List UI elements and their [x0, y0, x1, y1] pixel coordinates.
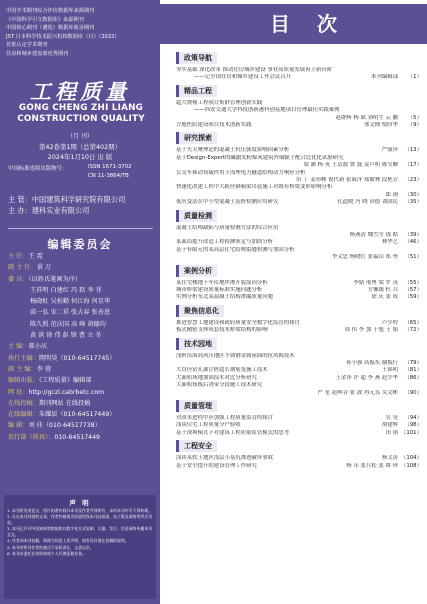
toc-entry-title: 浅析沿海高风压地区不锈钢金属屋面的抗风揭技术: [176, 352, 295, 359]
toc-entry-page: （101）: [400, 429, 422, 436]
editorial-role: 编 辑：: [8, 422, 29, 430]
toc-entry-page: （5）: [407, 114, 422, 121]
declaration-item: 6. 本刊未委托任何机构或个人代理征稿业务。: [7, 550, 86, 556]
sponsors: [8, 194, 125, 216]
editorial-name: 陈久照 范庆国 高 峰 胡德均: [30, 320, 106, 328]
toc-entry-title: 对改革进程中应加强工程质量监管的探讨: [176, 415, 274, 421]
toc-entry-authors: 杨燕清 魏雪莹 钱 皓: [349, 232, 398, 238]
toc-entry-authors: 孔道晓 冯 晓 田德 刘国民: [337, 199, 398, 206]
editorial-name: 朱耀辰（010-64517449）: [38, 411, 116, 419]
divider: [8, 228, 153, 229]
declaration-title: 声 明: [69, 499, 91, 507]
toc-entry-authors: 本刊编辑部: [371, 74, 398, 81]
toc-entry-page: （79）: [404, 360, 422, 366]
editorial-row: [8, 387, 158, 398]
editorial-name: 010-64517449: [54, 433, 100, 441]
database-item: 首批认定学术期刊: [6, 42, 48, 49]
database-item: 《中国科学引文数据库》来源期刊: [6, 16, 84, 23]
declaration-item: 5. 本刊对所刊作者的观点不承担责任，文责自负。: [7, 544, 94, 550]
toc-entry-page: （1）: [407, 74, 422, 81]
toc-entry[interactable]: [176, 280, 422, 287]
toc-section-header: 质量管理: [176, 400, 217, 412]
toc-entry[interactable]: [176, 294, 422, 301]
editorial-name: 杨晓虹 吴松勤 何江海 何星华: [30, 298, 111, 306]
editorial-name: 王 霓: [28, 253, 43, 260]
toc-entry-title: 城市桥梁建设质量标准实施问题分析: [176, 287, 263, 293]
toc-entry-title: 某住宅楼地下车库地坪渗开裂原因分析: [176, 279, 268, 286]
publication-date: 2024年1月10日 出 版: [47, 153, 113, 161]
editorial-name: 王祥明 白建红 冯 跃 李 菲: [30, 286, 102, 294]
toc-entry[interactable]: [176, 67, 422, 74]
toc-entry[interactable]: [176, 74, 422, 81]
toc-entry[interactable]: [176, 287, 422, 294]
declaration-item: 4. 作者向本刊投稿，即视为同意上述声明，如有异议请在投稿时说明。: [7, 538, 129, 544]
editorial-role: 在线投稿：: [8, 399, 39, 407]
toc-entry[interactable]: [176, 147, 422, 154]
database-item: 住房和城乡建设部优秀期刊: [6, 50, 69, 57]
toc-entry-title: [176, 177, 194, 183]
toc-entry-authors: 林华艺: [381, 239, 398, 246]
toc-entry[interactable]: [176, 184, 422, 191]
toc-section-header: 政策导航: [176, 52, 217, 64]
toc-entry[interactable]: [176, 100, 422, 107]
toc-entry-title: [176, 254, 194, 260]
toc-entry-title: 某面沿提升改造工程检测鉴定与加固分析: [176, 239, 274, 246]
toc-entry-title: 浅谈某软土地区浅层小基坑渗透破坏事故: [176, 455, 274, 462]
sponsor-label: 主 办：: [8, 206, 32, 215]
toc-entry-authors: 吴 昊: [385, 415, 398, 421]
toc-entry-title: 大面积场地加固技术对比分析研究: [176, 374, 257, 381]
toc-entry-authors: 李婧 邢博 梁 罗 茂: [353, 279, 398, 286]
editorial-row: [8, 285, 158, 296]
declaration-item: 3. 本刊已许可中国知网等数据库以数字化方式复制、汇编、发行、信息网络传播本刊全文。: [7, 526, 153, 538]
declaration-item: 2. 凡在本刊刊登的文章，作者均被视为同意授权本刊以纸质、电子版及网络等形式刊登。: [7, 514, 153, 526]
toc-entry-page: （55）: [404, 279, 422, 286]
toc-entry-authors: 杨文涛: [381, 455, 398, 462]
journal-english-title: CONSTRUCTION QUALITY: [17, 114, 145, 124]
toc-section-header: 研究探索: [176, 132, 217, 144]
toc-entry[interactable]: [176, 122, 422, 129]
toc-entry-page: （59）: [404, 294, 422, 301]
editorial-name: 期刊网站 在线投稿: [38, 399, 91, 407]
toc-entry-authors: 孙小强 高振东 谢振行: [346, 360, 398, 366]
editorial-role: 委 员：: [8, 275, 29, 283]
toc-entry-authors: 邢文阁 倪时华: [363, 122, 398, 128]
toc-entry-title: 公交车移动荷载作用下浅埋电力隧道结构动力响应分析: [176, 169, 306, 176]
toc-entry-page: （13）: [404, 147, 422, 154]
toc-entry-title: [176, 162, 194, 168]
toc-entry-title: 浅谈住宅工程质量分户验收: [176, 422, 241, 429]
toc-entry-authors: 田 丁 姜亦峰 倪代新 张海萍 郑敏林 段艳芳: [296, 177, 398, 183]
toc-entry[interactable]: [176, 177, 422, 184]
toc-entry[interactable]: [176, 422, 422, 429]
toc-entry[interactable]: [176, 192, 422, 199]
toc-entry-authors: 李文忠 杨晓红 张福山 郑 勇: [331, 254, 398, 261]
toc-entry-title: 板式精密支座成套技术桥梁结构的影响: [176, 327, 268, 334]
toc-section-header: 案例分析: [176, 265, 217, 277]
editorial-name: 黄 洪 徐 伟 彭 锋 曹 立 冬: [30, 332, 102, 340]
toc-entry-title: [176, 192, 194, 198]
toc-entry-title: 基于深圳模式下对建筑工程质量监管模式的思考: [176, 429, 290, 436]
editorial-role: 网 址：: [8, 388, 29, 396]
toc-entry-page: （108）: [400, 462, 422, 469]
toc-entry-page: （90）: [404, 389, 422, 396]
toc-entry-authors: 赵群辉 杨 斌 刘明生 云 鹏: [335, 114, 398, 121]
toc-entry-title: ——记全国住房和城乡建设工作会议召开: [194, 74, 292, 81]
toc-entry-authors: 王金泽 许 超 李 燕 赵少华: [335, 374, 398, 381]
editorial-row: [8, 409, 158, 420]
toc-entry-title: 混凝土结构缺陷与质量检测方法的综合应用: [176, 224, 279, 231]
editorial-role: 副 主 任：: [8, 264, 37, 272]
toc-entry[interactable]: [176, 463, 422, 470]
toc-entry[interactable]: [176, 375, 422, 382]
toc-entry-title: 方舱医院建设项目技术创新实践: [176, 122, 252, 128]
toc-entry-authors: 周 伟 李 加 于旭 王 娟: [344, 327, 398, 334]
database-item: 中国核心期刊（遴选）数据库收录期刊: [6, 25, 95, 32]
journal-pinyin: GONG CHENG ZHI LIANG: [18, 103, 144, 113]
editorial-row: [8, 341, 158, 352]
toc-entry-title: ——西安交通大学科技创新港科创基地项目管理最佳实践案例: [194, 107, 340, 114]
toc-entry[interactable]: [176, 239, 422, 246]
toc-entry-authors: 王锦明: [381, 367, 398, 374]
database-item: JST 日本科学技术振兴机构数据库（日）（2022）: [6, 33, 120, 40]
toc-entry-page: （35）: [404, 199, 422, 206]
sponsor-value: 建科实业有限公司: [31, 206, 90, 215]
editorial-role: 在线编辑：: [8, 411, 39, 419]
toc-entry-authors: 田 雨: [385, 429, 398, 436]
toc-entry[interactable]: [176, 247, 422, 254]
toc-entry-authors: 梁 涵 杨 英 王洁波 鲁 磊 姜卢明 陈宝卿: [303, 162, 398, 169]
toc-section-header: 质量检测: [176, 210, 217, 222]
editorial-name: （以姓氏笔画为序）: [28, 275, 82, 283]
toc-entry[interactable]: [176, 232, 422, 239]
toc-entry-title: 推进智慧工地建设和政府质量安全数字化监管的探讨: [176, 319, 300, 326]
toc-entry-authors: 胡建辉: [381, 422, 398, 429]
declaration-item: 1. 本刊所发表论文、图片的著作权归本刊及作者共同所有，未经本刊许可不得转载。: [7, 508, 153, 513]
editorial-row: [8, 353, 158, 364]
editorial-name: 刘 佳（010-64517738）: [28, 422, 101, 430]
editorial-row: [8, 375, 158, 386]
cn-code: CN 11-3864/TB: [88, 173, 129, 179]
editorial-row: [8, 420, 158, 431]
toc-entry-title: 实例分析东北某混凝土结构渗漏质量问题: [176, 294, 274, 301]
toc-entry-authors: 卢少程: [381, 319, 398, 326]
toc-entry-title: 大直径钻孔灌注桩超长钢筋笼施工技术: [176, 367, 268, 374]
editorial-name: 郝小庆: [28, 343, 48, 351]
toc-entry-page: （81）: [404, 367, 422, 374]
toc-entry-page: （9）: [407, 122, 422, 128]
toc-entry-page: （30）: [404, 191, 422, 198]
toc-entry[interactable]: [176, 199, 422, 206]
editorial-row: [8, 364, 158, 375]
toc-entry-page: （98）: [404, 422, 422, 429]
editorial-row: [8, 274, 158, 285]
toc-entry-authors: 严 星 赵辉谷 张 波 冉元良 吴文彬: [317, 389, 398, 396]
issue-volume: 第42卷第1期（总第402期）: [39, 143, 121, 151]
editorial-row: [8, 330, 158, 341]
journal-frequency: （月 刊）: [67, 133, 93, 140]
editorial-row: [8, 296, 158, 307]
database-list: [6, 7, 160, 59]
code-label: 中国标准连续出版物号：: [8, 166, 68, 172]
cover-left-panel: [0, 0, 160, 604]
editorial-name: 《工程质量》编辑部: [38, 377, 92, 385]
toc-section-header: 技术园地: [176, 338, 217, 350]
editorial-role: 主 任：: [8, 253, 29, 260]
toc-entry-page: （46）: [404, 239, 422, 246]
toc-entry[interactable]: [176, 155, 422, 162]
toc-section-header: 聚焦信息化: [176, 305, 224, 317]
editorial-row: [8, 307, 158, 318]
toc-entry[interactable]: [176, 170, 422, 177]
declaration-text: [7, 508, 154, 557]
editorial-role: 编辑出版：: [8, 377, 39, 385]
editorial-name: 邱一弘 宋二祥 张大春 张善恩: [30, 309, 111, 317]
toc-entry[interactable]: [176, 360, 422, 367]
toc-entry[interactable]: [176, 367, 422, 374]
toc-entry[interactable]: [176, 382, 422, 389]
toc-entry-page: （65）: [404, 319, 422, 326]
toc-entry-authors: 徐 庆 张 成: [371, 294, 398, 301]
editorial-row: [8, 262, 158, 273]
editorial-role: 主 编：: [8, 343, 29, 351]
editorial-name: 李 蓉: [36, 365, 52, 373]
sponsor-value: 中国建筑科学研究院有限公司: [31, 195, 126, 204]
editorial-row: [8, 432, 158, 443]
toc-entry[interactable]: [176, 390, 422, 397]
editorial-board-title: 编辑委员会: [47, 238, 113, 251]
toc-entry[interactable]: [176, 107, 422, 114]
toc-entry-authors: 方馨阁 杜 兵: [367, 287, 398, 293]
toc-entry[interactable]: [176, 254, 422, 261]
editorial-role: 发行部（传真）：: [8, 433, 55, 441]
database-item: 中国学术期刊综合评价数据库来源期刊: [6, 8, 95, 14]
editorial-role: 执行主编：: [8, 354, 39, 362]
toc-entry[interactable]: [176, 353, 422, 360]
editorial-name: 景 万: [36, 264, 52, 272]
toc-entry[interactable]: [176, 320, 422, 327]
toc-entry-page: （51）: [404, 254, 422, 261]
toc-title: 目 次: [270, 12, 347, 36]
toc-entry-title: 快速化改建工程中大跨径钢箱梁吊装施工对既有桥梁变形影响分析: [176, 184, 333, 191]
toc-entry[interactable]: [176, 162, 422, 169]
journal-logo: 工程质量: [30, 79, 130, 104]
editorial-board-list: [8, 251, 158, 443]
toc-entry-authors: 严丽萍: [381, 147, 398, 154]
serial-codes: [8, 164, 156, 182]
toc-entry-page: （39）: [404, 232, 422, 238]
toc-entry-title: [176, 115, 194, 121]
toc-entry-title: [176, 390, 194, 396]
toc-section-header: 工程安全: [176, 440, 217, 452]
toc-entry[interactable]: [176, 327, 422, 334]
toc-entry-page: （17）: [404, 162, 422, 169]
editorial-row: [8, 319, 158, 330]
toc-entry-page: （104）: [400, 455, 422, 462]
toc-entry-title: 基于Design-Expert的碱激发粉煤灰建筑外墙腻子配合比优化试验研究: [176, 154, 344, 161]
toc-entry-authors: 郎 雨: [385, 191, 398, 198]
toc-entry-title: 超大规模工程项目集群管理创新实践: [176, 99, 263, 106]
toc-entry-page: （72）: [404, 327, 422, 334]
toc-entry-page: （94）: [404, 415, 422, 421]
toc-entry[interactable]: [176, 455, 422, 462]
sponsor-label: 主 管：: [8, 195, 32, 204]
toc-entry-title: [176, 232, 194, 238]
issn-code: ISSN 1671-3702: [88, 164, 132, 170]
editorial-row: [8, 251, 158, 262]
toc-entry-page: （86）: [404, 374, 422, 381]
toc-entry[interactable]: [176, 430, 422, 437]
toc-entry-title: [176, 360, 194, 366]
toc-entry-title: 基于矢关聚理论的混凝土抗压强度影响因素分析: [176, 147, 290, 154]
toc-entry-title: 基于安全提升的建设管理工作研究: [176, 462, 257, 469]
toc-entry[interactable]: [176, 415, 422, 422]
editorial-row: [8, 398, 158, 409]
toc-entry[interactable]: [176, 225, 422, 232]
editorial-name: 隋明昊（010-64517745）: [38, 354, 116, 362]
editorial-name: http://gczl.cabrbetc.com: [28, 388, 105, 396]
toc-entry[interactable]: [176, 115, 422, 122]
editorial-role: 副 主 编：: [8, 365, 37, 373]
table-of-contents: [160, 0, 427, 604]
toc-entry-authors: 杨 乐 张兵松 张 维 珍: [346, 462, 398, 469]
toc-entry-title: 夯实基础 深化改革 推动住房城乡建设 事业高质量发展再上新台阶: [176, 67, 333, 73]
toc-section-header: 精品工程: [176, 85, 217, 97]
toc-entry-page: （57）: [404, 287, 422, 293]
toc-entry-title: 大面积筏板后浇带分段施工技术研究: [176, 382, 263, 389]
toc-entry-title: 基于有限元的某高层住宅结构裂缝检测与加固分析: [176, 246, 295, 253]
toc-entry-title: 低应变法在中小型混凝土基桩检测应用研究: [176, 199, 279, 206]
toc-entry-page: （23）: [404, 177, 422, 183]
